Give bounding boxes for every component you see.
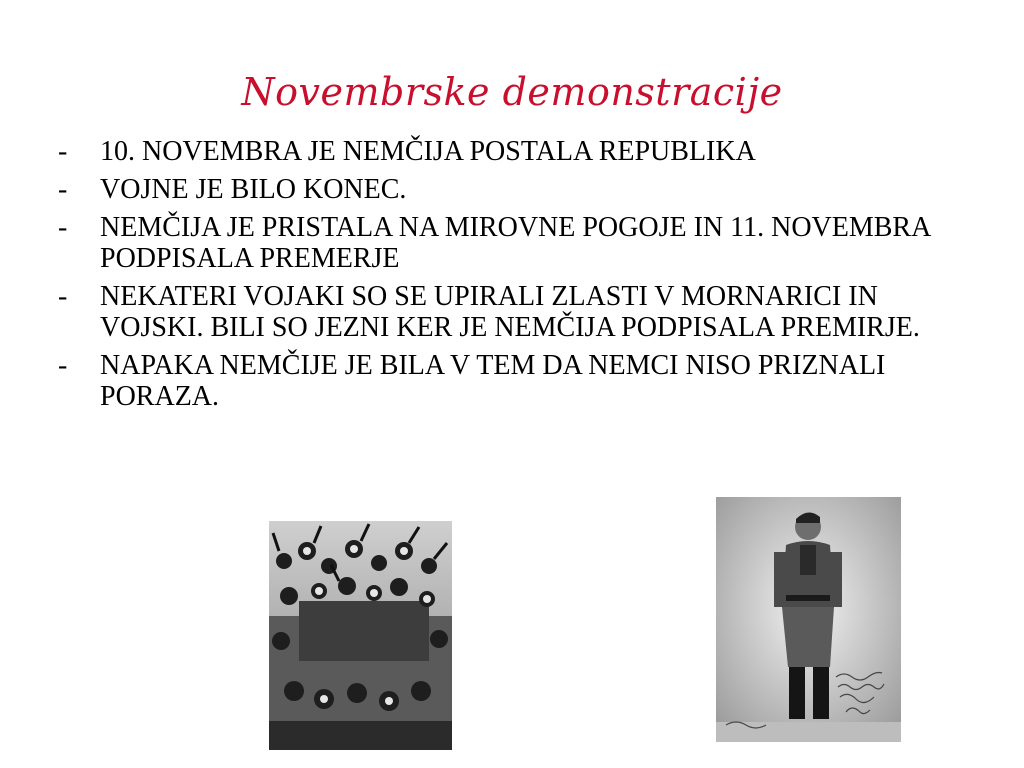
portrait-photo bbox=[716, 497, 901, 742]
bullet-text: 10. NOVEMBRA JE NEMČIJA POSTALA REPUBLIKA bbox=[100, 136, 756, 167]
bullet-list bbox=[58, 136, 948, 419]
bullet-item bbox=[58, 350, 948, 412]
bullet-text: NAPAKA NEMČIJE JE BILA V TEM DA NEMCI NISO PRIZNALI PORAZA. bbox=[100, 350, 886, 412]
slide-title: Novembrske demonstracije bbox=[241, 70, 783, 114]
bullet-marker: - bbox=[58, 350, 68, 381]
bullet-text: NEMČIJA JE PRISTALA NA MIROVNE POGOJE IN 11. NOVEMBRA PODPISALA PREMERJE bbox=[100, 212, 930, 274]
bullet-marker: - bbox=[58, 136, 68, 167]
bullet-item bbox=[58, 174, 948, 205]
bullet-marker: - bbox=[58, 212, 68, 243]
bullet-text: NEKATERI VOJAKI SO SE UPIRALI ZLASTI V MORNARICI IN VOJSKI. BILI SO JEZNI KER JE NEMČIJA PODPISALA PREMIRJE. bbox=[100, 281, 920, 343]
portrait-photo-image bbox=[716, 497, 901, 742]
bullet-text: VOJNE JE BILO KONEC. bbox=[100, 174, 407, 205]
crowd-photo bbox=[269, 521, 452, 750]
bullet-marker: - bbox=[58, 174, 68, 205]
crowd-photo-image bbox=[269, 521, 452, 750]
bullet-item bbox=[58, 281, 948, 343]
bullet-item bbox=[58, 136, 948, 167]
bullet-marker: - bbox=[58, 281, 68, 312]
bullet-item bbox=[58, 212, 948, 274]
